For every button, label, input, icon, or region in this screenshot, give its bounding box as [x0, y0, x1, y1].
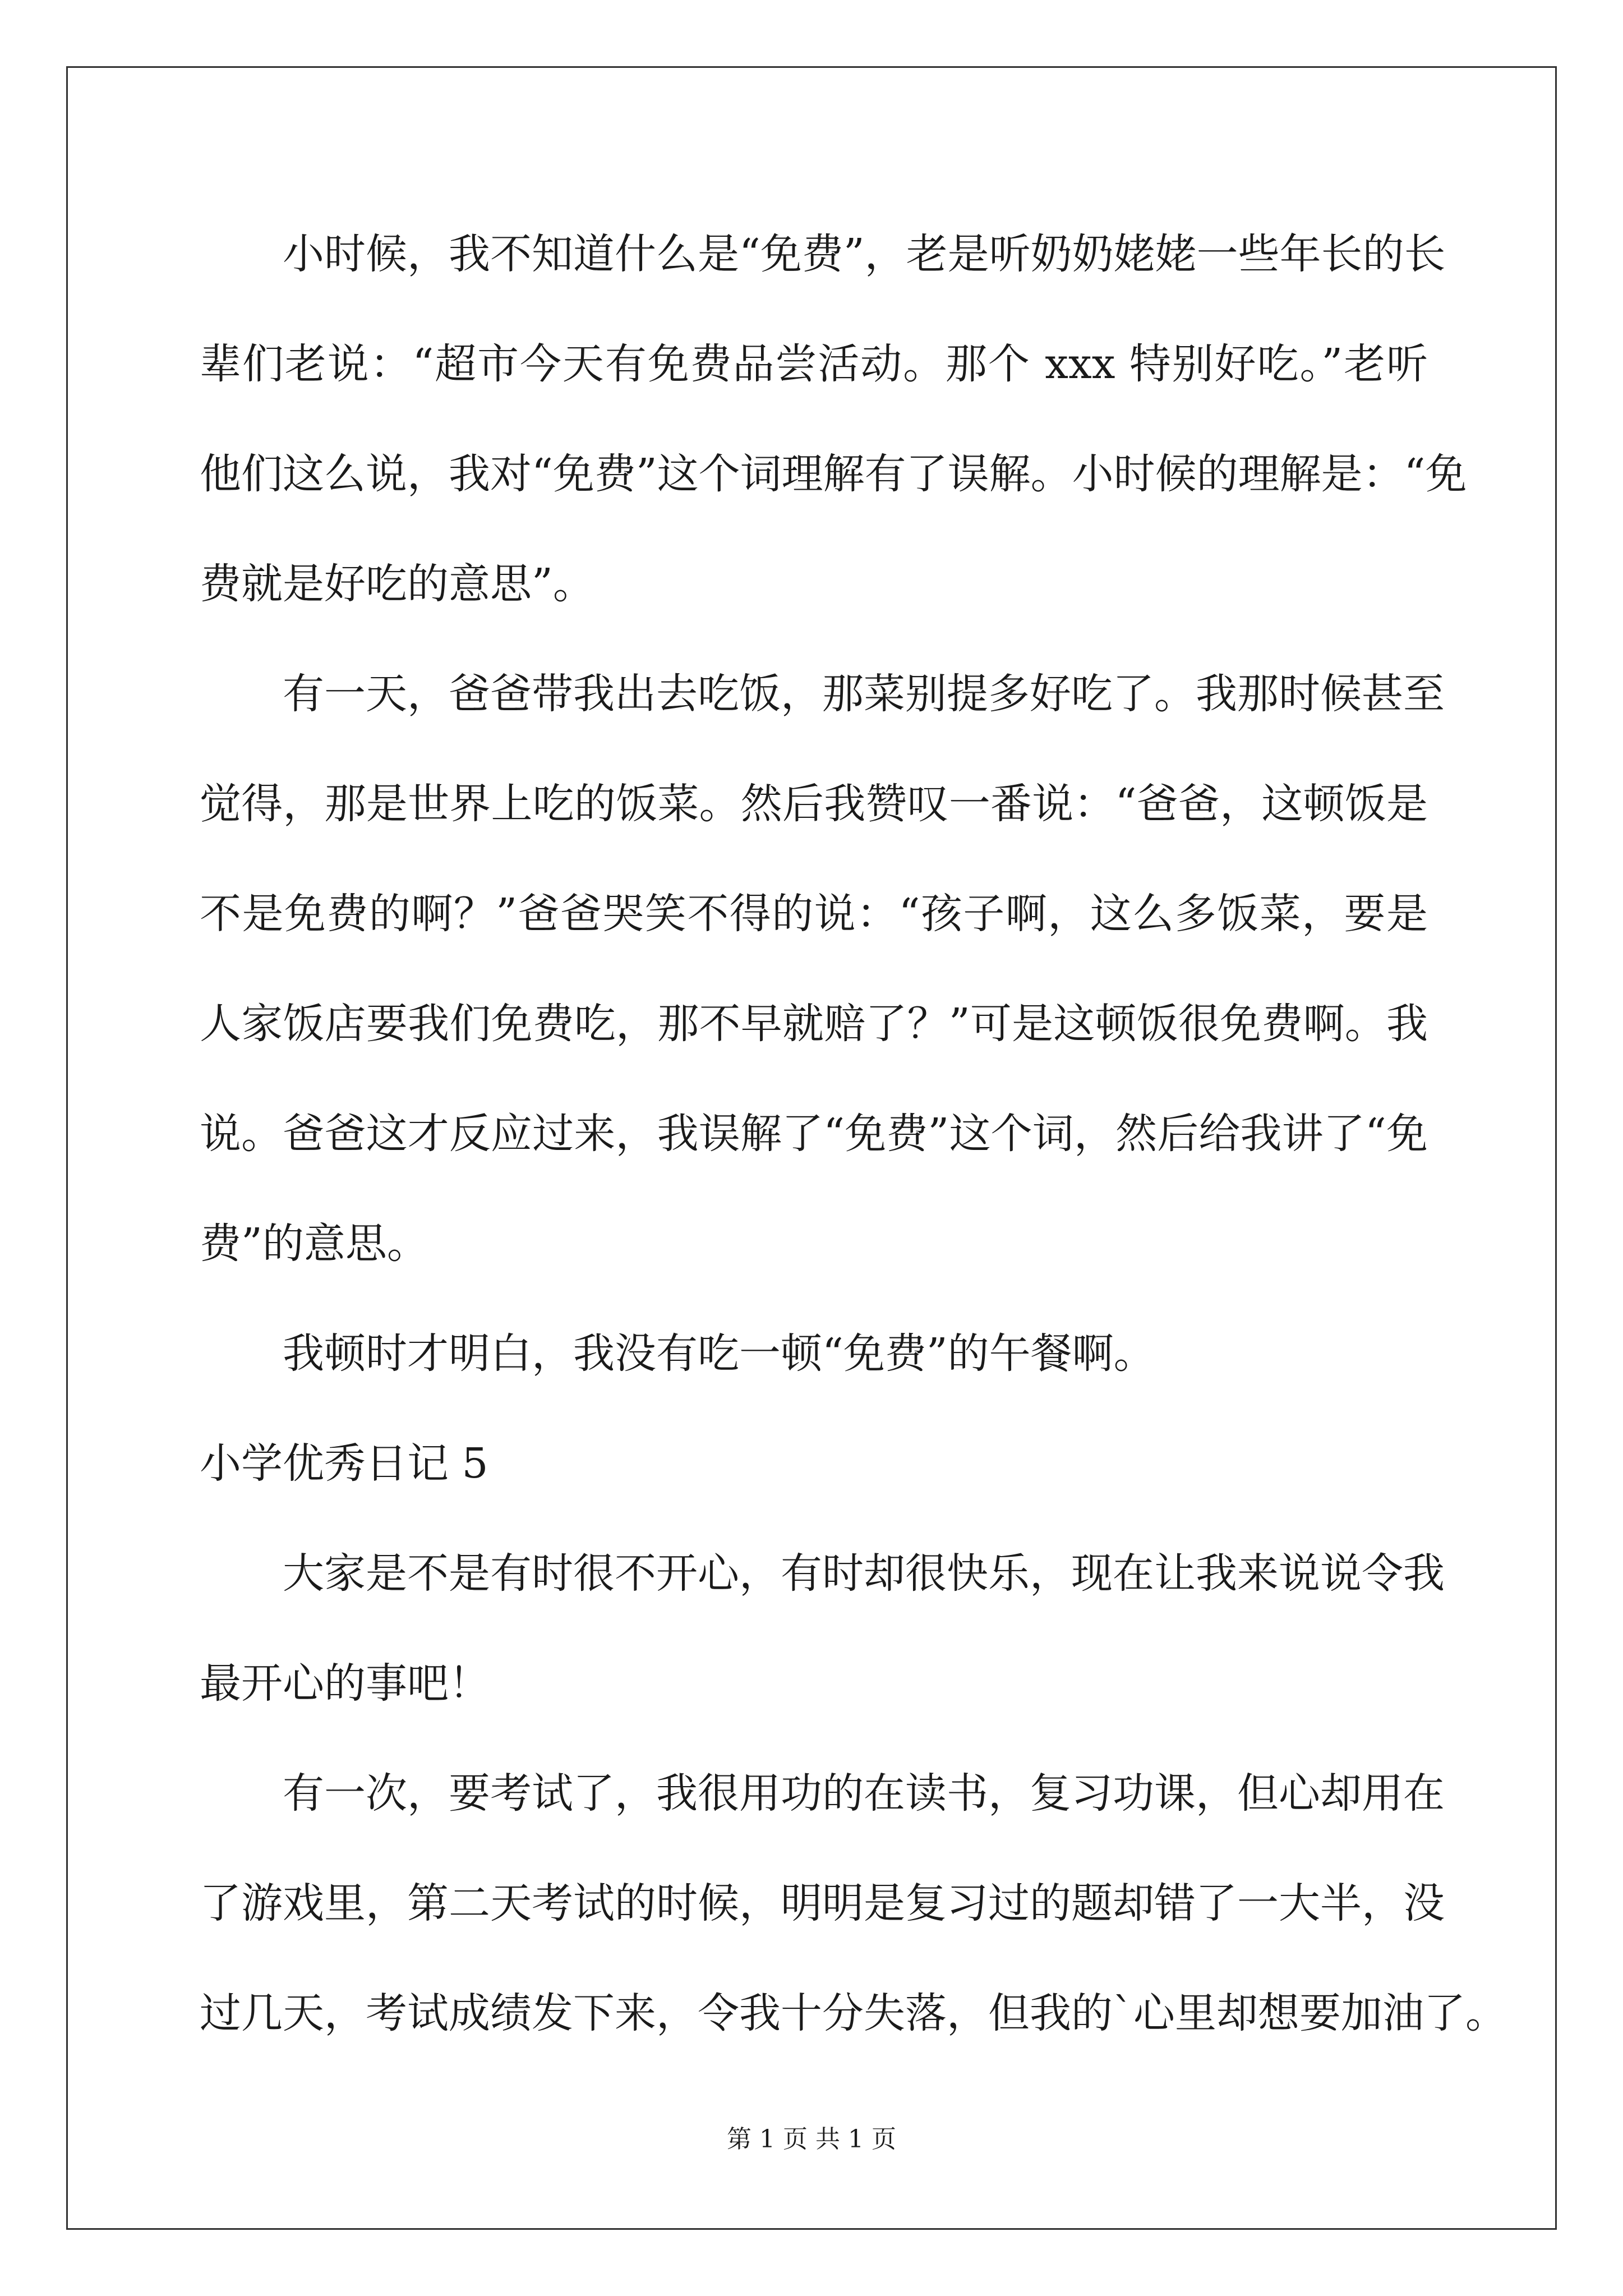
paragraph-line: 有一天，爸爸带我出去吃饭，那菜别提多好吃了。我那时候甚至: [283, 670, 1445, 718]
paragraph-line: 我顿时才明白，我没有吃一顿“免费”的午餐啊。: [283, 1329, 1155, 1378]
paragraph-line: 费”的意思。: [200, 1220, 428, 1268]
paragraph-line: 说。爸爸这才反应过来，我误解了“免费”这个词，然后给我讲了“免: [200, 1110, 1428, 1158]
paragraph-line: 辈们老说：“超市今天有免费品尝活动。那个 xxx 特别好吃。”老听: [200, 340, 1428, 388]
paragraph-line: 小时候，我不知道什么是“免费”，老是听奶奶姥姥一些年长的长: [283, 230, 1446, 278]
paragraph-line: 他们这么说，我对“免费”这个词理解有了误解。小时候的理解是：“免: [200, 450, 1467, 498]
page-footer: 第 1 页 共 1 页: [727, 2125, 896, 2154]
paragraph-line: 人家饭店要我们免费吃，那不早就赔了？”可是这顿饭很免费啊。我: [200, 1000, 1428, 1048]
paragraph-line: 有一次，要考试了，我很用功的在读书，复习功课，但心却用在: [283, 1769, 1445, 1818]
section-heading: 小学优秀日记 5: [200, 1439, 488, 1488]
paragraph-line: 了游戏里，第二天考试的时候，明明是复习过的题却错了一大半，没: [200, 1879, 1445, 1927]
paragraph-line: 最开心的事吧！: [200, 1659, 490, 1708]
paragraph-line: 不是免费的啊？”爸爸哭笑不得的说：“孩子啊，这么多饭菜，要是: [200, 890, 1428, 938]
document-body: [200, 199, 1507, 2068]
paragraph-line: 觉得，那是世界上吃的饭菜。然后我赞叹一番说：“爸爸，这顿饭是: [200, 780, 1428, 828]
paragraph-line: 大家是不是有时很不开心，有时却很快乐，现在让我来说说令我: [283, 1549, 1445, 1598]
paragraph-line: 过几天，考试成绩发下来，令我十分失落，但我的`心里却想要加油了。: [200, 1989, 1507, 2037]
paragraph-line: 费就是好吃的意思”。: [200, 560, 594, 608]
